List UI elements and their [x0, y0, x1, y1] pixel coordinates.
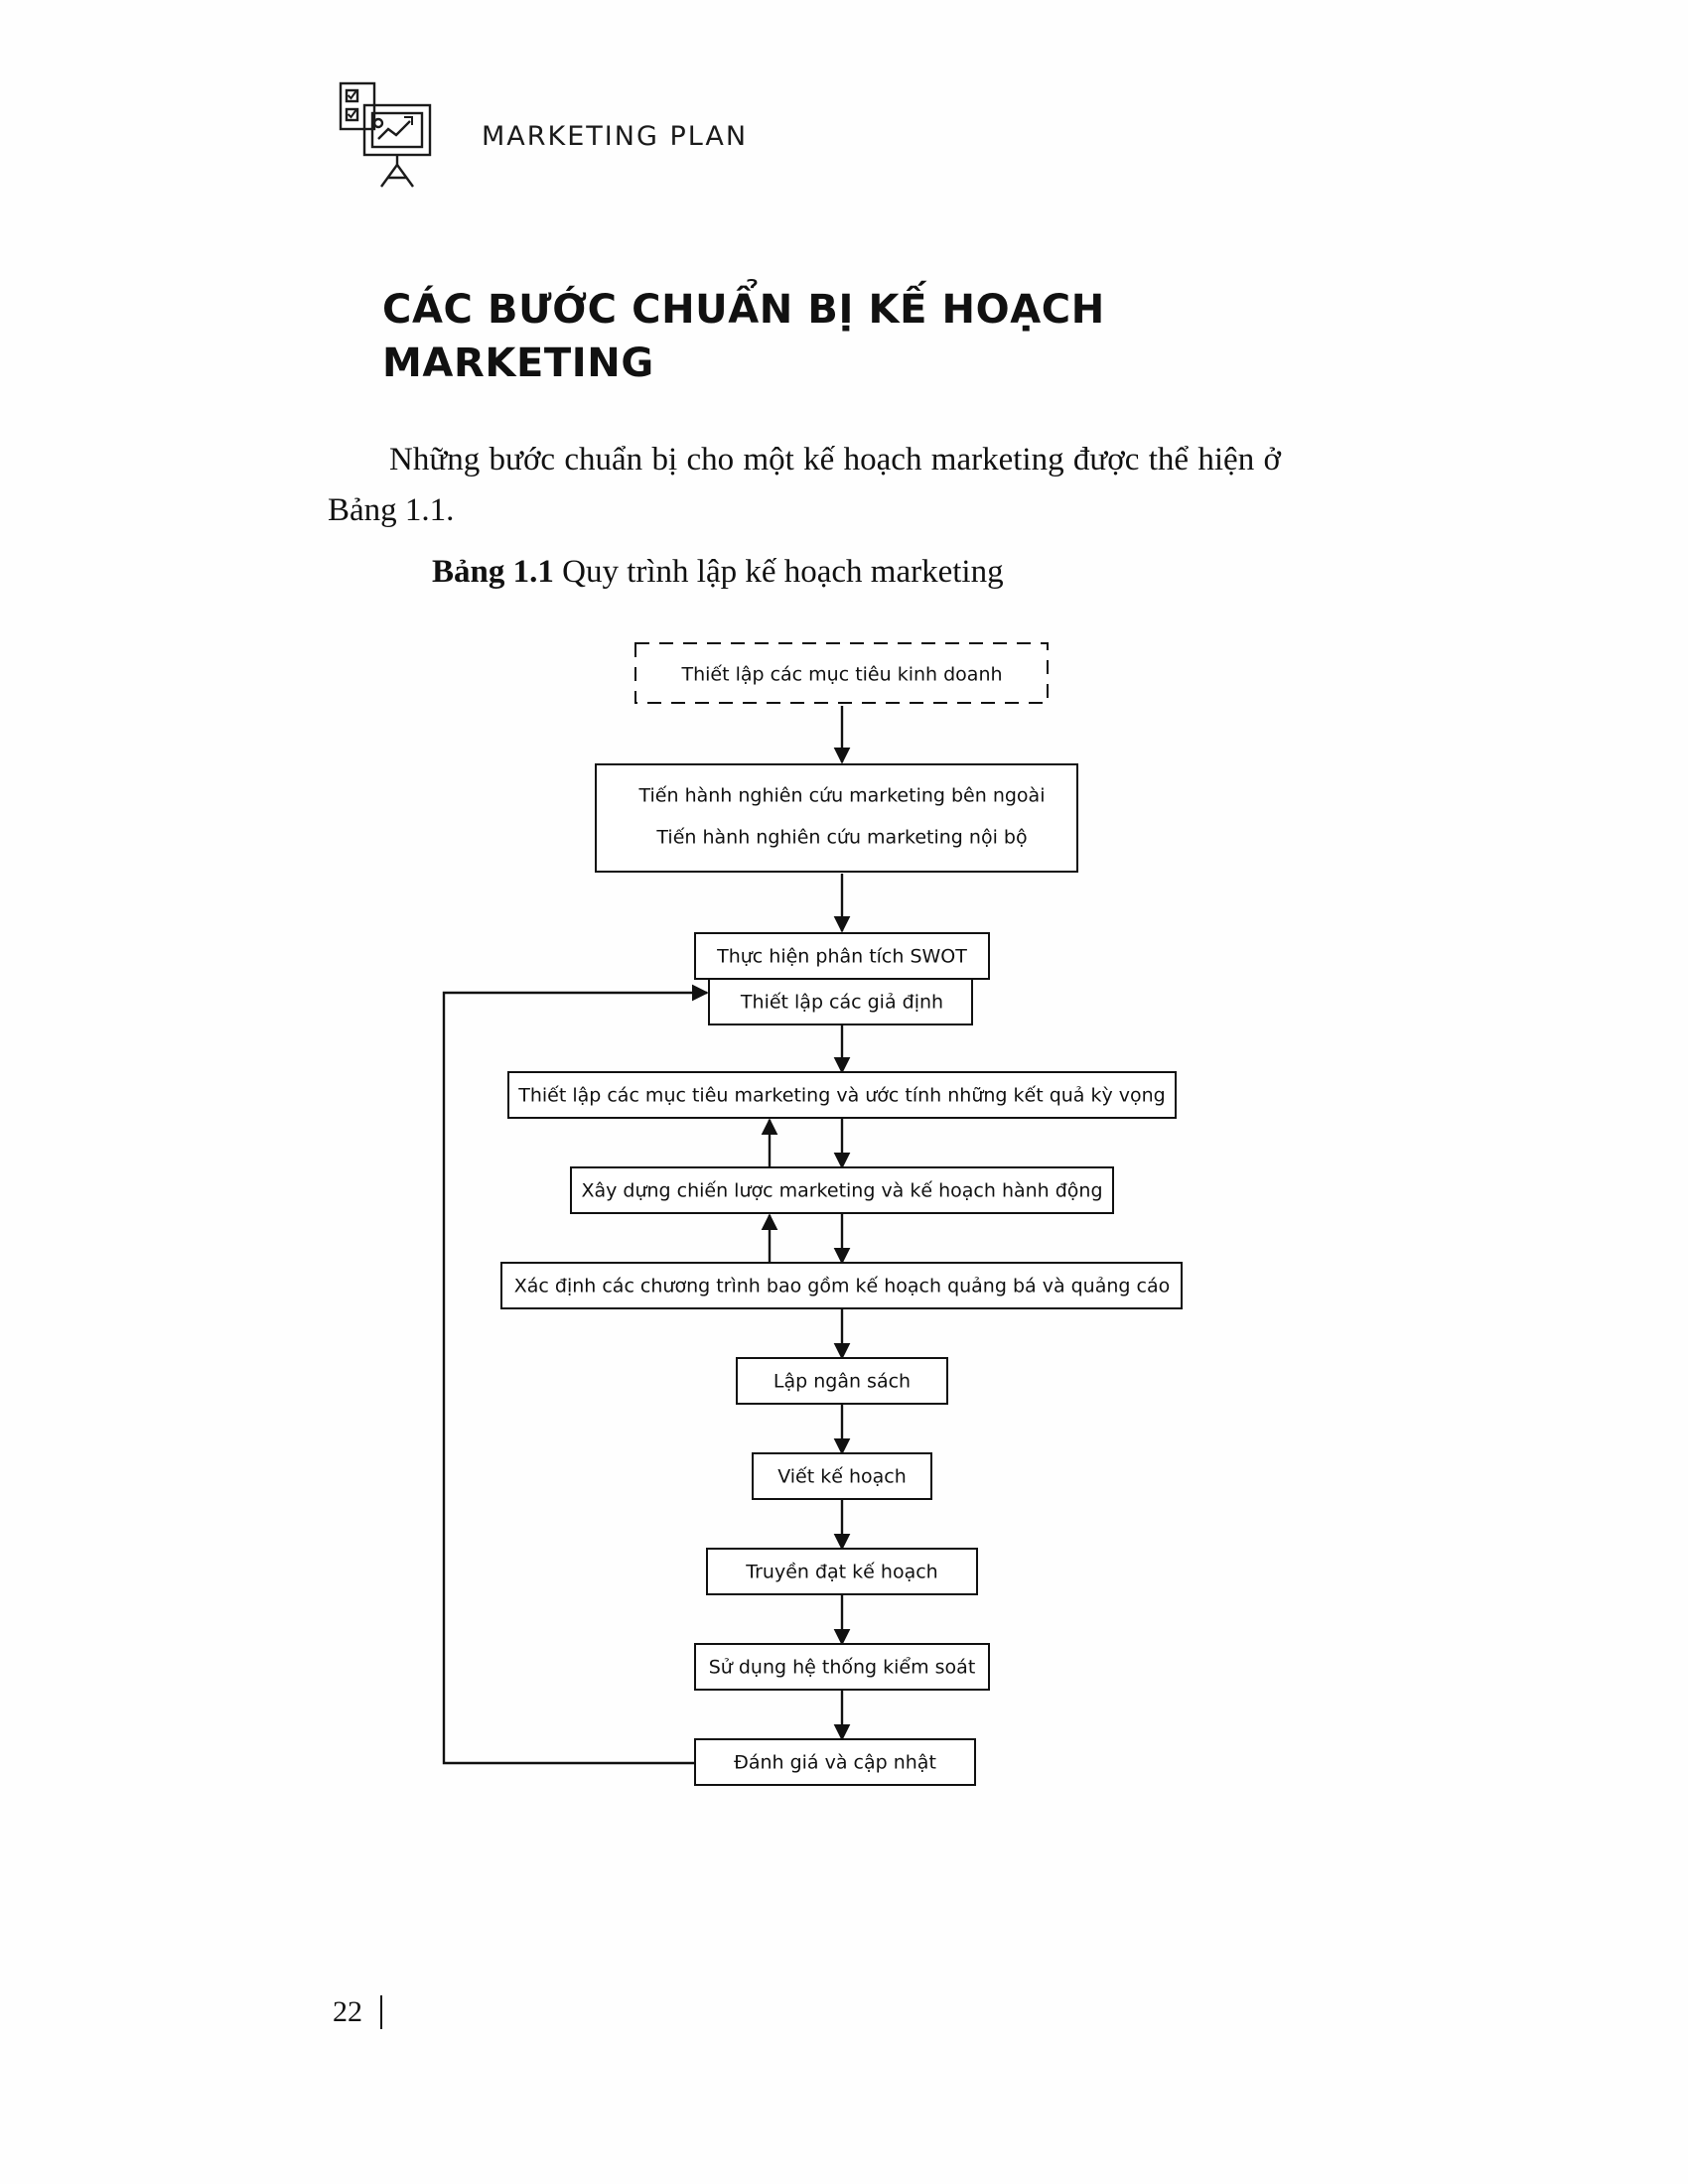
flow-node-10 — [707, 1549, 977, 1594]
flow-node-2-label-line2: Tiến hành nghiên cứu marketing nội bộ — [656, 826, 1028, 849]
flow-node-2 — [596, 764, 1077, 872]
page-footer — [333, 1995, 382, 2029]
flow-node-10-label: Truyền đạt kế hoạch — [746, 1561, 938, 1583]
flow-node-4-label: Thiết lập các giả định — [740, 991, 944, 1014]
flow-node-9-label: Viết kế hoạch — [777, 1465, 907, 1488]
presentation-board-icon — [333, 77, 454, 195]
flow-node-4 — [709, 979, 972, 1024]
intro-paragraph: Những bước chuẩn bị cho một kế hoạch marketing được thể hiện ở Bảng 1.1. — [328, 442, 1281, 529]
flow-node-7-label: Xác định các chương trình bao gồm kế hoạch quảng bá và quảng cáo — [513, 1275, 1171, 1297]
flow-node-6 — [571, 1167, 1113, 1213]
flowchart — [0, 625, 1688, 1906]
page-number: 22 — [333, 1995, 362, 2028]
flow-node-1 — [635, 643, 1048, 703]
flow-node-3 — [695, 933, 989, 979]
flow-node-9 — [753, 1453, 931, 1499]
flow-node-2-label-line1: Tiến hành nghiên cứu marketing bên ngoài — [638, 784, 1046, 807]
page-header — [333, 77, 748, 195]
flow-node-8 — [737, 1358, 947, 1404]
flow-node-12 — [695, 1739, 975, 1785]
flow-node-11 — [695, 1644, 989, 1690]
table-caption-label: Bảng 1.1 — [432, 554, 554, 590]
flow-node-3-label: Thực hiện phân tích SWOT — [717, 945, 967, 968]
flow-node-5 — [508, 1072, 1176, 1118]
table-caption — [328, 554, 1311, 591]
footer-divider — [380, 1995, 382, 2029]
flow-node-5-label: Thiết lập các mục tiêu marketing và ước tính những kết quả kỳ vọng — [518, 1084, 1166, 1107]
header-title: MARKETING PLAN — [482, 120, 749, 152]
flow-node-6-label: Xây dựng chiến lược marketing và kế hoạch hành động — [581, 1179, 1103, 1202]
page-title: CÁC BƯỚC CHUẨN BỊ KẾ HOẠCH MARKETING — [382, 286, 1105, 386]
flow-node-8-label: Lập ngân sách — [773, 1370, 912, 1393]
flow-node-11-label: Sử dụng hệ thống kiểm soát — [708, 1656, 976, 1679]
flow-node-1-label: Thiết lập các mục tiêu kinh doanh — [681, 663, 1003, 686]
flow-node-7 — [501, 1263, 1182, 1308]
flow-node-12-label: Đánh giá và cập nhật — [734, 1751, 936, 1774]
table-caption-text: Quy trình lập kế hoạch marketing — [553, 554, 1004, 590]
